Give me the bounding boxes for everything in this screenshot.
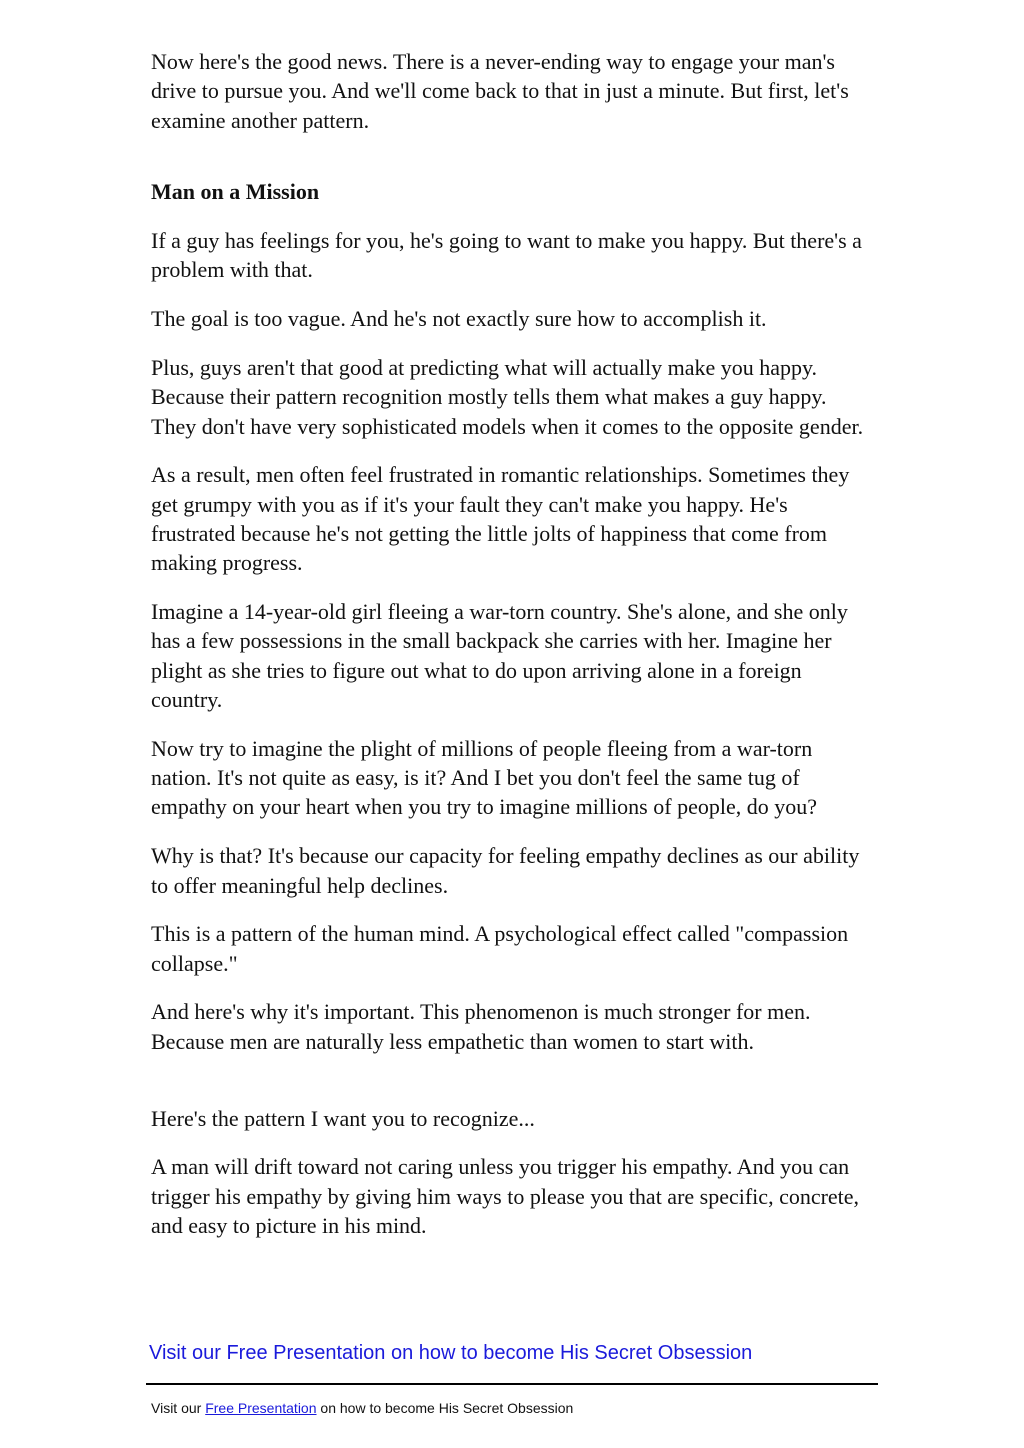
body-paragraph: Now try to imagine the plight of millions of people fleeing from a war-torn nation. It's not quite as easy, is it? And I bet you don't feel the same tug of empathy on your heart when you try to imagine millions of people, do you? [151, 735, 817, 820]
intro-paragraph: Now here's the good news. There is a never-ending way to engage your man's drive to pursue you. And we'll come back to that in just a minute. But first, let's examine another pattern. [151, 49, 849, 133]
free-presentation-link[interactable]: Visit our Free Presentation on how to become His Secret Obsession [149, 1342, 753, 1364]
body-paragraph: The goal is too vague. And he's not exactly sure how to accomplish it. [151, 306, 767, 332]
body-paragraph: This is a pattern of the human mind. A psychological effect called "compassion collapse." [151, 921, 849, 976]
body-paragraph: Imagine a 14-year-old girl fleeing a war-torn country. She's alone, and she only has a few possessions in the small backpack she carries with her. Imagine her plight as she tries to figure out what to do upon arriving alone in a foreign country. [151, 599, 848, 713]
body-paragraph: And here's why it's important. This phenomenon is much stronger for men. Because men are naturally less empathetic than women to start with. [151, 999, 811, 1054]
body-paragraph: Plus, guys aren't that good at predicting what will actually make you happy. Because their pattern recognition mostly tells them what makes a guy happy. They don't have very sophisticated models when it comes to the opposite gender. [151, 355, 864, 439]
section-heading: Man on a Mission [151, 179, 320, 205]
footer-suffix: on how to become His Secret Obsession [320, 1400, 574, 1416]
closing-paragraph: A man will drift toward not caring unless you trigger his empathy. And you can trigger his empathy by giving him ways to please you that are specific, concrete, and easy to picture in his mind. [151, 1154, 860, 1238]
body-paragraph: If a guy has feelings for you, he's going to want to make you happy. But there's a problem with that. [151, 228, 862, 283]
section-spacer [151, 154, 876, 177]
document-body [151, 47, 876, 1260]
closing-paragraph: Here's the pattern I want you to recognize... [151, 1105, 535, 1131]
page-footer [151, 1398, 573, 1418]
body-paragraph: As a result, men often feel frustrated in romantic relationships. Sometimes they get grumpy with you as if it's your fault they can't make you happy. He's frustrated because he's not getting the little jolts of happiness that come from making progress. [151, 462, 850, 576]
body-paragraph: Why is that? It's because our capacity for feeling empathy declines as our ability to offer meaningful help declines. [151, 843, 860, 898]
footer-prefix: Visit our [151, 1400, 202, 1416]
footer-divider [146, 1383, 878, 1385]
footer-presentation-link[interactable]: Free Presentation [205, 1400, 317, 1416]
section-spacer [151, 1076, 876, 1104]
